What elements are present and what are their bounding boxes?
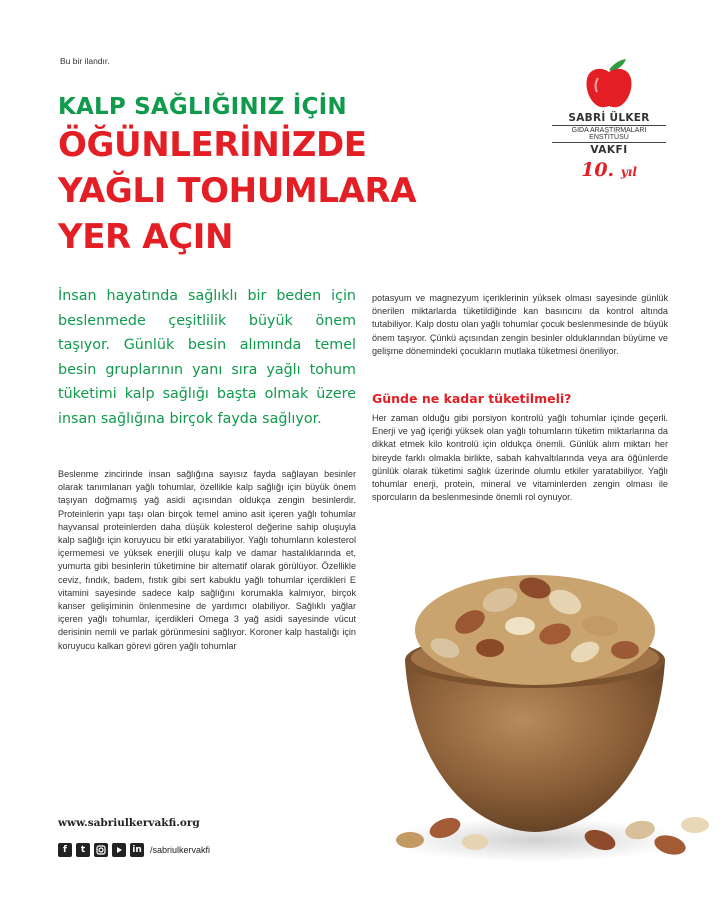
section-subheading: Günde ne kadar tüketilmeli? — [372, 391, 572, 406]
logo-institute: GIDA ARAŞTIRMALARI ENSTİTÜSÜ — [552, 125, 666, 143]
social-links — [58, 843, 210, 857]
twitter-icon[interactable]: t — [76, 843, 90, 857]
facebook-icon[interactable]: f — [58, 843, 72, 857]
headline-kicker: KALP SAĞLIĞINIZ İÇİN — [58, 94, 347, 120]
lead-paragraph: İnsan hayatında sağlıklı bir beden için beslenmede çeşitlilik büyük önem taşıyor. Günlük besin alımında temel besin gruplarının yanı sıra yağlı tohum tüketimi kalp sağlığı başta olmak üzere insan sağlığına birçok fayda sağlıyor. — [58, 288, 356, 427]
logo-foundation: VAKFI — [590, 144, 628, 156]
headline-line-1: ÖĞÜNLERİNİZDE — [58, 125, 367, 165]
headline-line-3: YER AÇIN — [58, 217, 234, 257]
body-paragraph-right-2: Her zaman olduğu gibi porsiyon kontrolü yağlı tohumlar içinde geçerli. Enerji ve yağ içeriği yüksek olan yağlı tohumların tüketim miktarlarına da dikkat etmek kilo kontrolü için oldukça önemli. Günlük alım miktarı her bireyde farklı olmakla birlikte, sabah kahvaltılarında veya ara öğünlerde günlük olarak tüketimi sağlık üzerinde olumlu etkiler yaratabiliyor. Yağlı tohumlar enerji, protein, mineral ve vitaminlerden zengin olması ile sporcuların da beslenmesinde önemli rol oynuyor. — [372, 413, 668, 503]
foundation-logo — [548, 58, 670, 198]
headline-line-2: YAĞLI TOHUMLARA — [58, 171, 417, 211]
youtube-icon[interactable] — [112, 843, 126, 857]
body-paragraph-right: potasyum ve magnezyum içeriklerinin yüksek olması sayesinde günlük önerilen miktarlarda tüketildiğinde kan basıncını da kontrol altında tutabiliyor. Kalp dostu olan yağlı tohumlar çocuk beslenmesinde de büyük önem taşıyor. Çünkü açısından zengin besinler olduklarından büyüme ve gelişme dönemindeki çocukların mutlaka tüketmesi öneriliyor. — [372, 293, 668, 356]
headline — [58, 92, 518, 260]
social-handle[interactable]: /sabriulkervakfi — [150, 845, 211, 855]
apple-icon — [584, 58, 634, 110]
nut-bowl-photo — [350, 540, 720, 870]
linkedin-icon[interactable]: in — [130, 843, 144, 857]
anniversary-word: yıl — [620, 165, 637, 179]
instagram-icon[interactable] — [94, 843, 108, 857]
anniversary-number: 10. — [581, 159, 615, 181]
anniversary-badge — [548, 159, 670, 181]
logo-name: SABRİ ÜLKER — [568, 112, 650, 124]
ad-disclaimer: Bu bir ilandır. — [60, 56, 110, 66]
website-link[interactable]: www.sabriulkervakfi.org — [58, 817, 200, 829]
body-paragraph-left: Beslenme zincirinde insan sağlığına sayısız fayda sağlayan besinler olarak tanımlanan yağlı tohumlar, özellikle kalp sağlığı için büyük önem taşıyan doğmamış yağ asidi açısından oldukça zengin besinlerdir. Proteinlerin yapı taşı olan birçok temel amino asit içeren yağlı tohumlar hayvansal proteinlerden daha düşük kolesterol değerine sahip oluşuyla kalp sağlığı için koruyucu bir etki yaratabiliyor. Yağlı tohumların kolesterol içermemesi ve yüksek enerjili oluşu kalp ve damar hastalıklarında et, yumurta gibi besinlerin tüketimine bir alternatif olarak görülüyor. Özellikle ceviz, fındık, badem, fıstık gibi sert kabuklu yağlı tohumlar içerdikleri E vitamini sayesinde sadece kalp sağlığını korumakla kalmıyor, birçok kanser gelişiminin önlenmesine de yardımcı olabiliyor. Sağlıklı yağlar içeren yağlı tohumlar, içerdikleri Omega 3 yağ asidi sayesinde vücut derisinin nemli ve parlak görünmesini sağlıyor. Koroner kalp hastalığı için koruyucu kalkan görevi gören yağlı tohumlar — [58, 469, 356, 651]
